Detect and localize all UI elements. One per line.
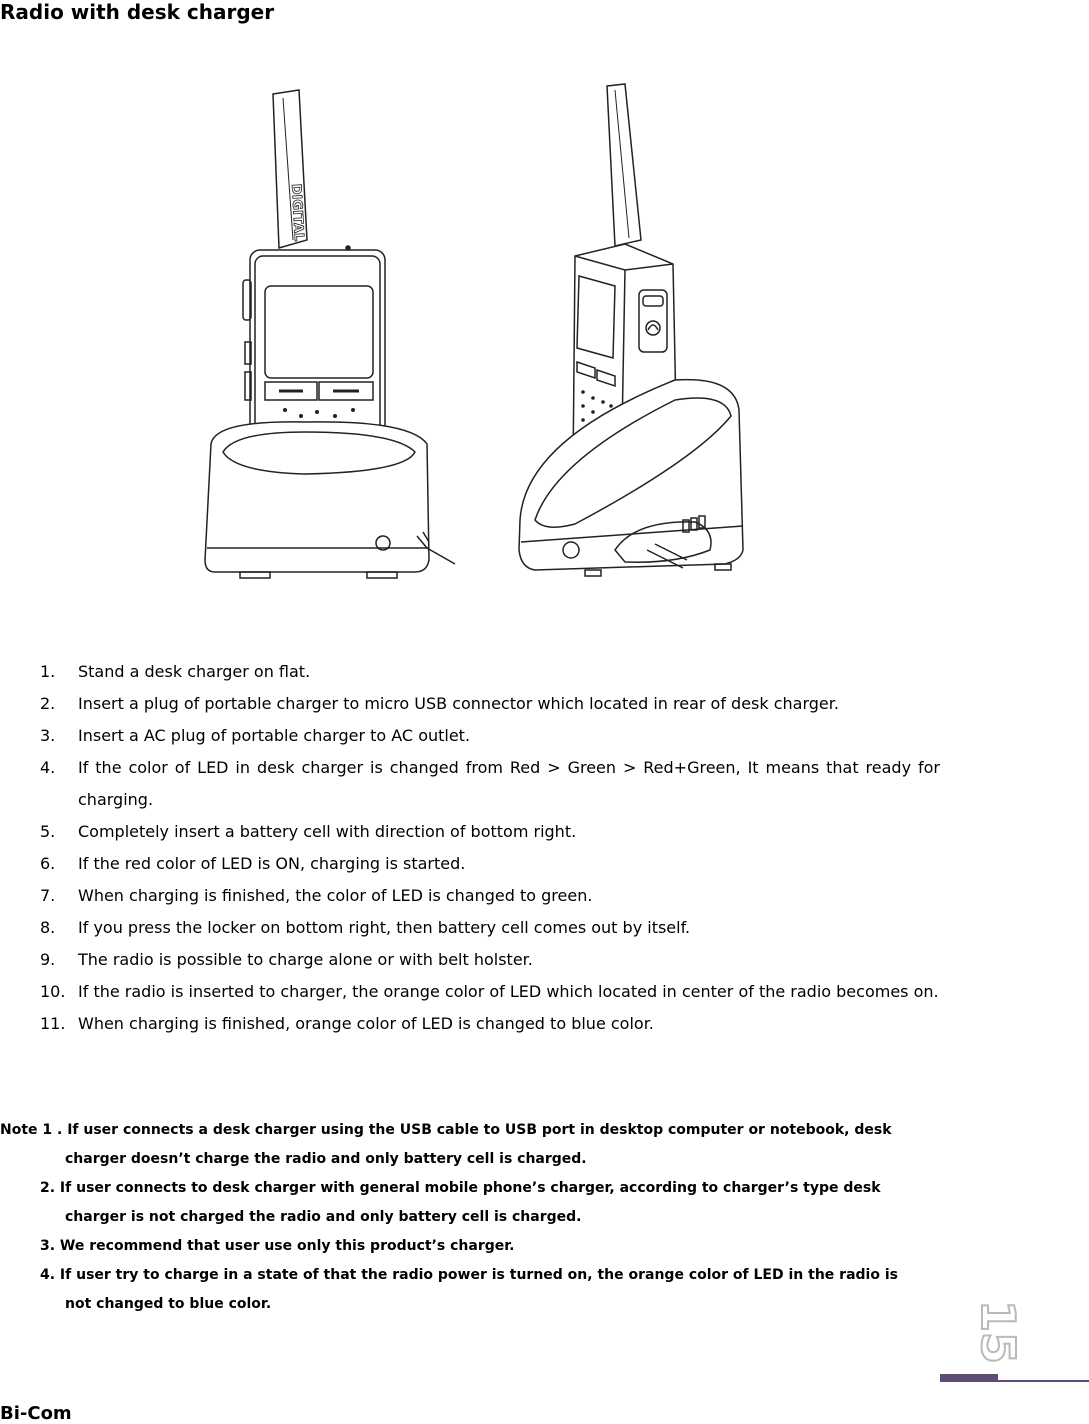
list-item: 8. If you press the locker on bottom right, then battery cell comes out by itself. (40, 918, 691, 937)
angled-view-radio (519, 84, 743, 576)
antenna-label: DIGITAL (288, 183, 306, 242)
note-2-line-1: 2. If user connects to desk charger with general mobile phone’s charger, according to charger’s type desk (40, 1180, 881, 1196)
note-1-line-1: Note 1 . If user connects a desk charger using the USB cable to USB port in desktop computer or notebook, desk (0, 1122, 892, 1138)
note-3-line-1: 3. We recommend that user use only this product’s charger. (40, 1238, 515, 1254)
page-title: Radio with desk charger (0, 0, 275, 24)
footer-accent-bar (940, 1374, 998, 1382)
instruction-list (40, 656, 940, 1040)
list-item: 1. Stand a desk charger on flat. (40, 662, 311, 681)
front-view-radio (205, 90, 455, 578)
note-1-line-2: charger doesn’t charge the radio and only battery cell is charged. (65, 1151, 587, 1167)
list-item: 5. Completely insert a battery cell with direction of bottom right. (40, 822, 577, 841)
list-item: 7. When charging is finished, the color of LED is changed to green. (40, 886, 593, 905)
radio-desk-charger-illustration (195, 80, 760, 595)
illustration-svg (195, 80, 760, 595)
notes-block (0, 1116, 930, 1319)
list-item: 10. If the radio is inserted to charger, the orange color of LED which located in center of the radio becomes on. (40, 982, 939, 1001)
list-item: 3. Insert a AC plug of portable charger to AC outlet. (40, 726, 471, 745)
list-item: 2. Insert a plug of portable charger to micro USB connector which located in rear of desk charger. (40, 694, 839, 713)
list-item: 9. The radio is possible to charge alone or with belt holster. (40, 950, 533, 969)
note-4-line-2: not changed to blue color. (65, 1296, 272, 1312)
list-item: 6. If the red color of LED is ON, charging is started. (40, 854, 466, 873)
footer-accent-line (998, 1380, 1089, 1382)
note-2-line-2: charger is not charged the radio and only battery cell is charged. (65, 1209, 582, 1225)
list-item: 11. When charging is finished, orange color of LED is changed to blue color. (40, 1014, 654, 1033)
list-item: 4. If the color of LED in desk charger is changed from Red > Green > Red+Green, It means that ready for charging. (40, 758, 940, 809)
page-number: 15 (971, 1300, 1025, 1365)
brand-name: Bi-Com (0, 1403, 72, 1424)
note-4-line-1: 4. If user try to charge in a state of that the radio power is turned on, the orange color of LED in the radio is (40, 1267, 898, 1283)
